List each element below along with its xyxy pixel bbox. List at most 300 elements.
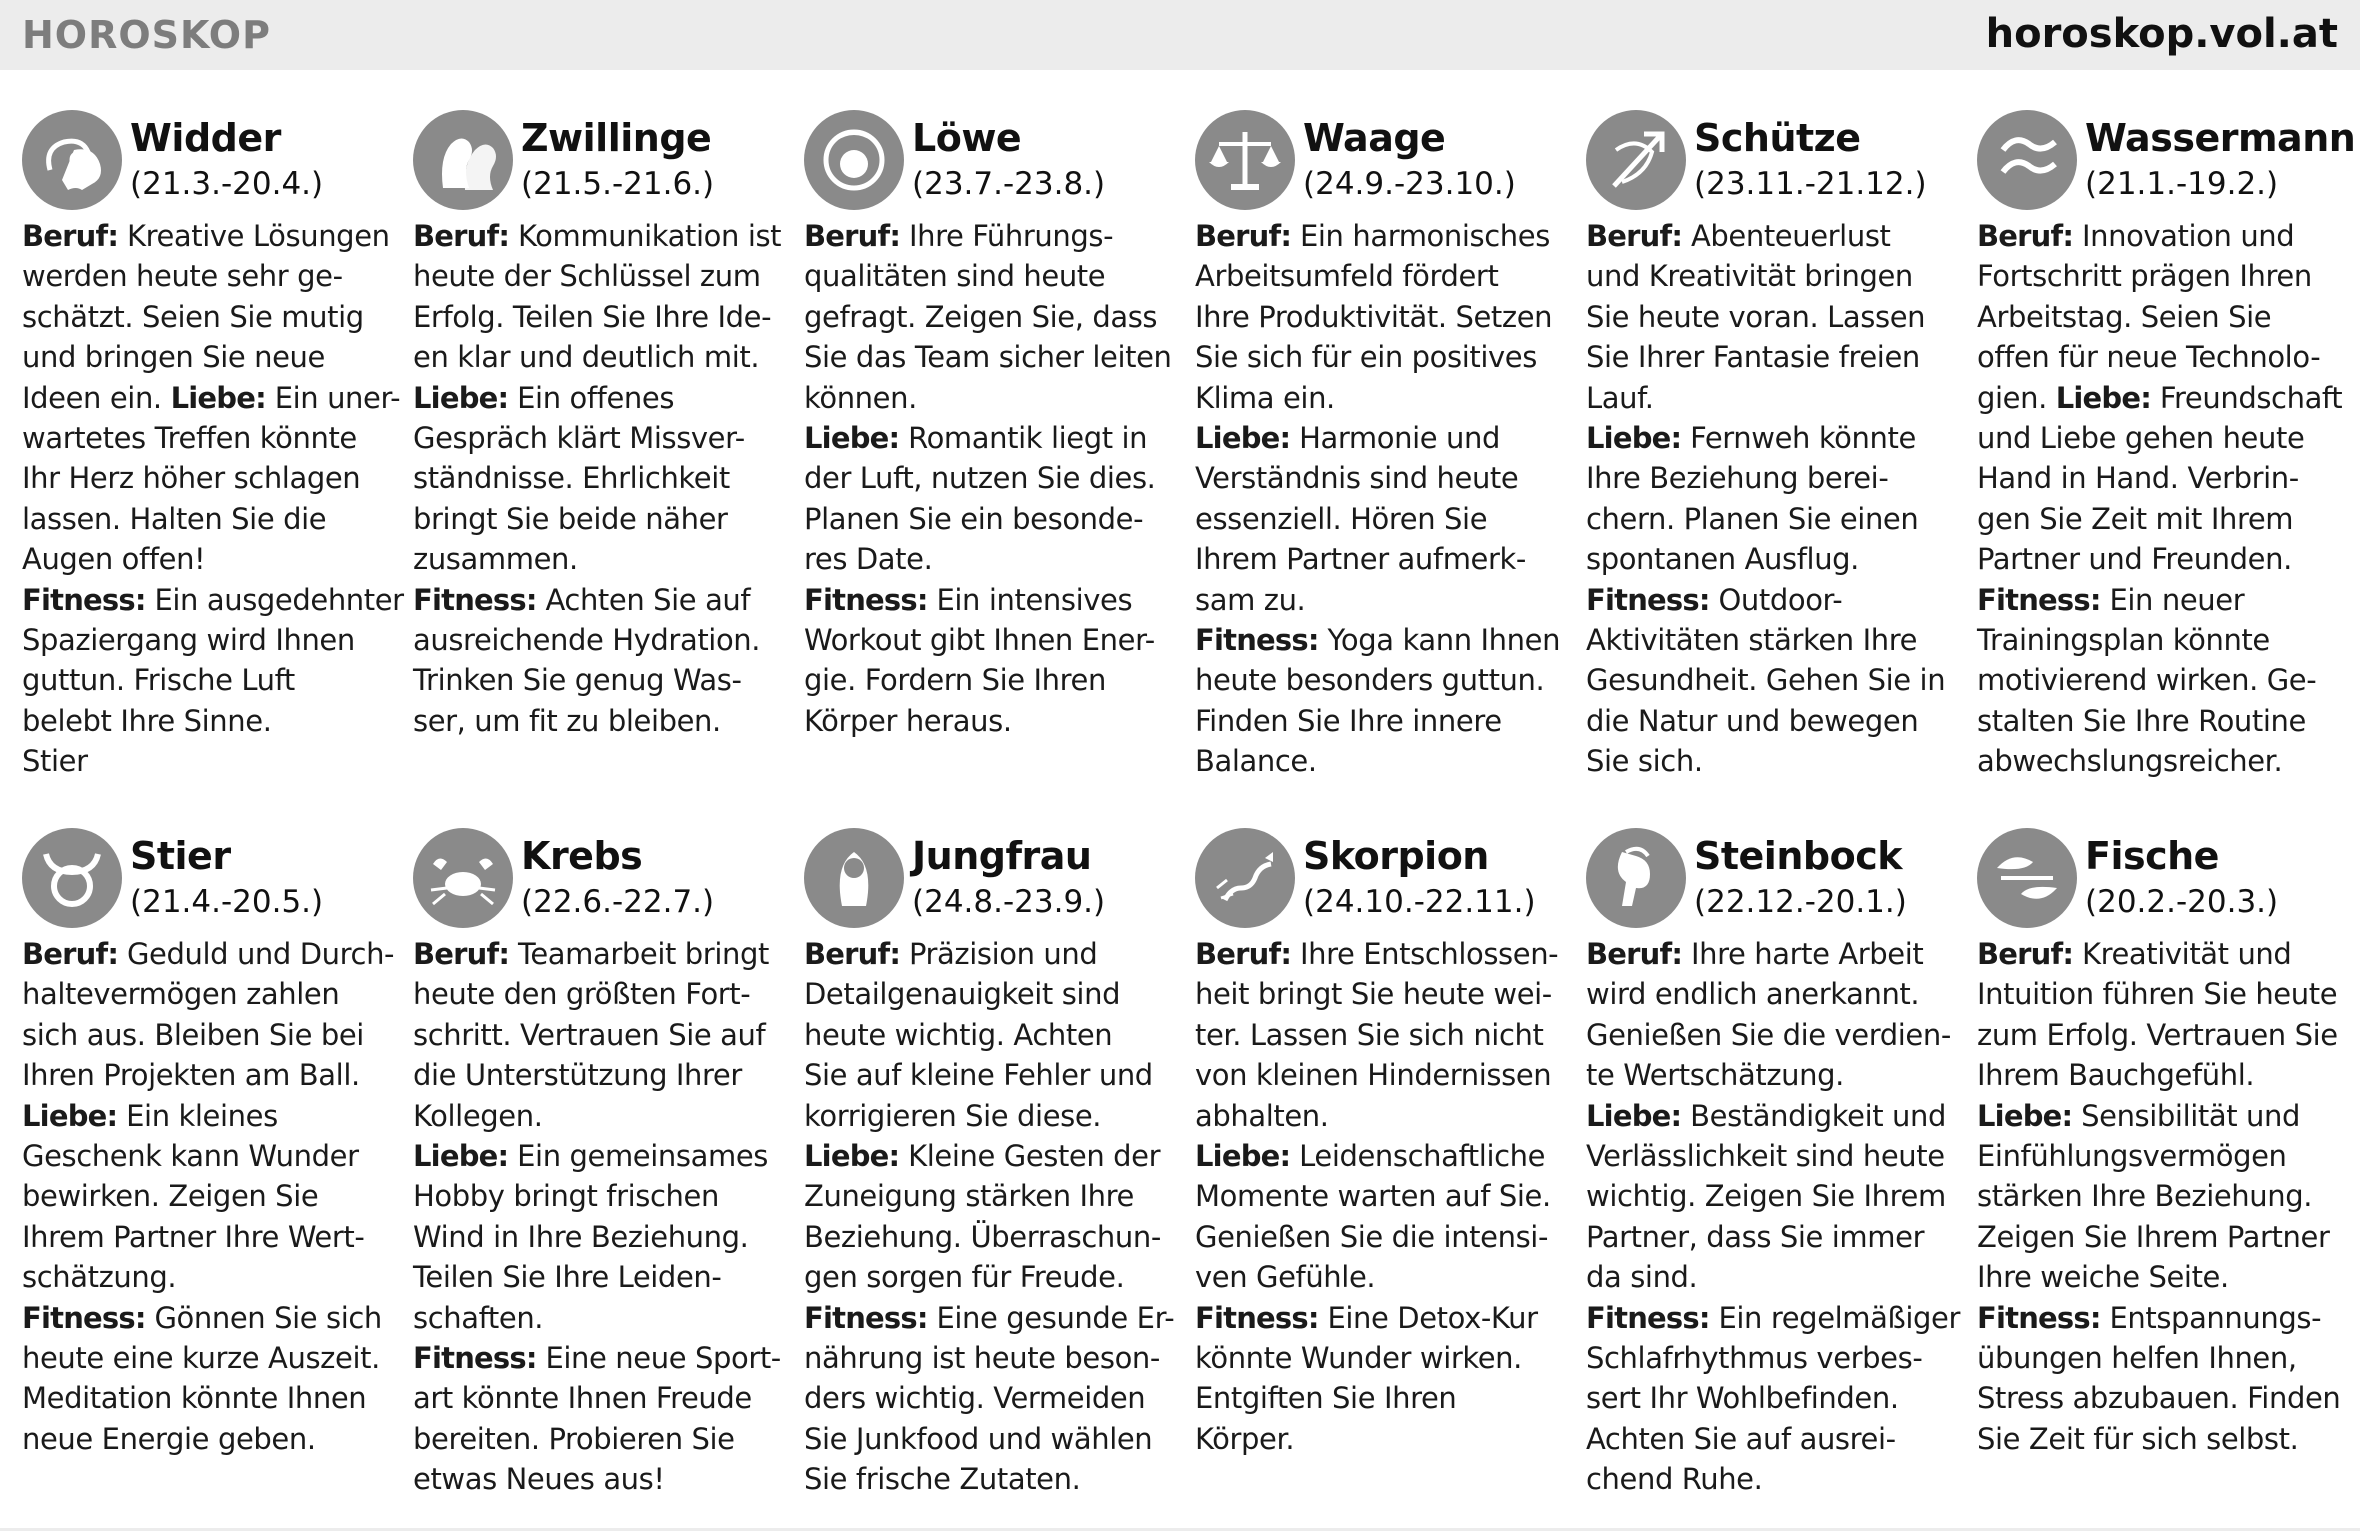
text-segment: Ihrem Bauchgefühl. (1977, 1058, 2255, 1093)
text-segment: Zeigen Sie Ihrem Partner (1977, 1219, 2330, 1254)
text-line (1586, 1136, 1962, 1176)
text-line (1977, 1298, 2353, 1338)
text-line (804, 337, 1180, 377)
text-line (1195, 1015, 1571, 1055)
text-segment: Fernweh könnte (1681, 421, 1916, 456)
text-segment: Körper. (1195, 1421, 1295, 1456)
text-segment: heute besonders guttun. (1195, 663, 1545, 698)
text-line (804, 580, 1180, 620)
text-segment: chern. Planen Sie einen (1586, 501, 1919, 536)
text-segment: Spaziergang wird Ihnen (22, 623, 355, 658)
text-segment: Augen offen! (22, 542, 206, 577)
text-line (413, 1459, 789, 1499)
text-segment: wird endlich anerkannt. (1586, 977, 1920, 1012)
text-line (1195, 1176, 1571, 1216)
category-label: Liebe: (413, 1139, 509, 1174)
text-line (22, 378, 401, 418)
text-line (1977, 1055, 2353, 1095)
text-segment: neue Energie geben. (22, 1421, 316, 1456)
text-segment: Beziehung. Überraschun- (804, 1219, 1161, 1254)
sign-horoscope-text (1586, 934, 1962, 1500)
text-line (804, 1217, 1180, 1257)
text-line (22, 1257, 398, 1297)
site-url[interactable]: horoskop.vol.at (1985, 11, 2338, 57)
text-segment: Fortschritt prägen Ihren (1977, 259, 2312, 294)
text-line (413, 974, 789, 1014)
sign-dates: (24.9.-23.10.) (1303, 166, 1516, 202)
category-label: Liebe: (413, 380, 509, 415)
text-line (22, 499, 398, 539)
text-segment: gen Sie Zeit mit Ihrem (1977, 501, 2294, 536)
text-line (413, 1257, 789, 1297)
text-line (413, 1096, 789, 1136)
text-segment: von kleinen Hindernissen (1195, 1058, 1552, 1093)
text-segment: Planen Sie ein besonde- (804, 501, 1144, 536)
text-segment: zusammen. (413, 542, 578, 577)
virgo-maiden-icon (804, 828, 904, 928)
sign-name: Fische (2085, 834, 2219, 878)
text-line (413, 1136, 789, 1176)
text-segment: Entspannungs- (2100, 1300, 2322, 1335)
text-line (1195, 741, 1571, 781)
text-line (22, 934, 398, 974)
text-line (804, 660, 1180, 700)
text-segment: Freundschaft (2151, 380, 2343, 415)
category-label: Liebe: (804, 421, 900, 456)
text-segment: Wind in Ihre Beziehung. (413, 1219, 749, 1254)
text-segment: stalten Sie Ihre Routine (1977, 703, 2306, 738)
text-line (22, 1176, 398, 1216)
text-segment: te Wertschätzung. (1586, 1058, 1844, 1093)
text-segment: Kleine Gesten der (899, 1139, 1161, 1174)
text-segment: heute eine kurze Auszeit. (22, 1341, 380, 1376)
category-label: Beruf: (1586, 937, 1683, 971)
text-segment: werden heute sehr ge- (22, 259, 343, 294)
text-line (1586, 1015, 1962, 1055)
text-line (1586, 297, 1962, 337)
category-label: Beruf: (413, 937, 510, 971)
text-line (22, 741, 398, 781)
text-segment: Hobby bringt frischen (413, 1179, 719, 1214)
text-line (413, 378, 789, 418)
text-segment: heute den größten Fort- (413, 977, 751, 1012)
text-segment: Stier (22, 744, 88, 779)
sign-dates: (23.7.-23.8.) (912, 166, 1106, 202)
text-segment: Aktivitäten stärken Ihre (1586, 623, 1918, 658)
text-line (1586, 580, 1962, 620)
text-line (1977, 934, 2353, 974)
text-line (1586, 1378, 1962, 1418)
text-line (1195, 1298, 1571, 1338)
text-line (1195, 1338, 1571, 1378)
sign-horoscope-text (1977, 216, 2353, 782)
text-line (804, 620, 1180, 660)
text-segment: essenziell. Hören Sie (1195, 501, 1488, 536)
text-line (1586, 378, 1962, 418)
text-segment: Sie das Team sicher leiten (804, 340, 1172, 375)
text-segment: ter. Lassen Sie sich nicht (1195, 1017, 1544, 1052)
text-line (1977, 297, 2353, 337)
text-segment: Einfühlungsvermögen (1977, 1139, 2287, 1174)
sign-horoscope-text (1977, 934, 2353, 1459)
text-segment: Ein ausgedehnter (145, 582, 404, 617)
text-segment: wartetes Treffen könnte (22, 421, 357, 456)
text-line (22, 1378, 398, 1418)
text-segment: Ihre Beziehung berei- (1586, 461, 1889, 496)
text-segment: Ein uner- (265, 380, 401, 415)
text-segment: heute wichtig. Achten (804, 1017, 1113, 1052)
text-line (1977, 337, 2353, 377)
category-label: Fitness: (1195, 623, 1319, 658)
category-label: Fitness: (1195, 1300, 1319, 1335)
text-line (1195, 934, 1571, 974)
text-line (804, 1419, 1180, 1459)
sign-horoscope-text (1195, 934, 1571, 1459)
text-segment: Leidenschaftliche (1290, 1139, 1546, 1174)
text-line (22, 974, 398, 1014)
text-segment: Intuition führen Sie heute (1977, 977, 2338, 1012)
category-label: Fitness: (1586, 1300, 1710, 1335)
text-line (413, 1015, 789, 1055)
text-segment: schritt. Vertrauen Sie auf (413, 1017, 766, 1052)
text-line (804, 297, 1180, 337)
capricorn-goat-icon (1586, 828, 1686, 928)
text-line (22, 458, 398, 498)
text-segment: lassen. Halten Sie die (22, 501, 327, 536)
text-segment: und bringen Sie neue (22, 340, 325, 375)
text-line (22, 297, 398, 337)
text-segment: Momente warten auf Sie. (1195, 1179, 1551, 1214)
text-line (1586, 256, 1962, 296)
text-line (1977, 974, 2353, 1014)
text-segment: Meditation könnte Ihnen (22, 1381, 367, 1416)
text-segment: Eine neue Sport- (536, 1341, 781, 1376)
text-line (1195, 378, 1571, 418)
text-line (804, 1257, 1180, 1297)
text-line (413, 216, 789, 256)
text-segment: etwas Neues aus! (413, 1462, 665, 1497)
text-line (22, 1136, 398, 1176)
text-segment: Ein harmonisches (1291, 219, 1550, 253)
text-line (1586, 974, 1962, 1014)
text-segment: Genießen Sie die intensi- (1195, 1219, 1549, 1254)
text-line (1586, 660, 1962, 700)
text-line (1586, 1257, 1962, 1297)
text-line (1586, 418, 1962, 458)
text-line (413, 620, 789, 660)
text-line (22, 1055, 398, 1095)
sign-horoscope-text (22, 216, 404, 782)
text-line (1977, 418, 2353, 458)
text-line (1586, 1459, 1962, 1499)
text-segment: Ihre weiche Seite. (1977, 1260, 2229, 1295)
text-segment: ven Gefühle. (1195, 1260, 1376, 1295)
text-segment: gie. Fordern Sie Ihren (804, 663, 1106, 698)
scorpio-scorpion-icon (1195, 828, 1295, 928)
text-segment: Achten Sie auf (536, 582, 751, 617)
category-label: Beruf: (413, 219, 510, 253)
text-segment: sam zu. (1195, 582, 1306, 617)
text-segment: Ein neuer (2100, 582, 2245, 617)
text-segment: en klar und deutlich mit. (413, 340, 760, 375)
sign-name: Krebs (521, 834, 643, 878)
text-line (1195, 1257, 1571, 1297)
text-segment: Detailgenauigkeit sind (804, 977, 1121, 1012)
text-line (1195, 337, 1571, 377)
text-line (804, 1055, 1180, 1095)
text-line (1195, 974, 1571, 1014)
text-segment: Zuneigung stärken Ihre (804, 1179, 1134, 1214)
sign-horoscope-text (804, 216, 1180, 741)
cancer-crab-icon (413, 828, 513, 928)
text-segment: wichtig. Zeigen Sie Ihrem (1586, 1179, 1946, 1214)
text-line (1977, 660, 2353, 700)
text-line (22, 660, 398, 700)
libra-scales-icon (1195, 110, 1295, 210)
text-segment: der Luft, nutzen Sie dies. (804, 461, 1156, 496)
aquarius-water-bearer-icon (1977, 110, 2077, 210)
sagittarius-archer-icon (1586, 110, 1686, 210)
text-segment: abhalten. (1195, 1098, 1329, 1133)
text-segment: und Liebe gehen heute (1977, 421, 2305, 456)
category-label: Beruf: (1195, 937, 1292, 971)
sign-name: Wassermann (2085, 116, 2356, 160)
text-line (22, 418, 398, 458)
text-line (804, 216, 1180, 256)
text-line (1586, 1217, 1962, 1257)
text-line (1195, 216, 1571, 256)
text-line (413, 701, 789, 741)
text-line (1586, 216, 1962, 256)
text-line (804, 701, 1180, 741)
text-line (1586, 499, 1962, 539)
text-line (22, 539, 398, 579)
category-label: Fitness: (1586, 582, 1710, 617)
text-segment: Ihre Produktivität. Setzen (1195, 299, 1553, 334)
text-line (1977, 539, 2353, 579)
text-line (1586, 337, 1962, 377)
section-title: HOROSKOP (22, 13, 271, 57)
sign-dates: (21.1.-19.2.) (2085, 166, 2279, 202)
text-line (804, 458, 1180, 498)
text-line (1977, 1378, 2353, 1418)
text-line (1586, 1096, 1962, 1136)
text-segment: bringt Sie beide näher (413, 501, 728, 536)
text-line (804, 1338, 1180, 1378)
text-line (1195, 418, 1571, 458)
text-line (804, 1378, 1180, 1418)
text-line (1586, 1055, 1962, 1095)
text-segment: Kreativität und (2073, 937, 2292, 971)
text-segment: Gönnen Sie sich (145, 1300, 382, 1335)
text-line (1586, 1338, 1962, 1378)
text-line (413, 297, 789, 337)
text-segment: Workout gibt Ihnen Ener- (804, 623, 1155, 658)
text-segment: Partner und Freunden. (1977, 542, 2292, 577)
text-line (22, 337, 398, 377)
text-line (413, 660, 789, 700)
text-line (1977, 256, 2353, 296)
text-segment: Erfolg. Teilen Sie Ihre Ide- (413, 299, 772, 334)
text-line (804, 256, 1180, 296)
text-segment: offen für neue Technolo- (1977, 340, 2321, 375)
category-label: Fitness: (1977, 582, 2101, 617)
text-segment: heute der Schlüssel zum (413, 259, 761, 294)
text-segment: gen sorgen für Freude. (804, 1260, 1125, 1295)
text-segment: Ihr Herz höher schlagen (22, 461, 361, 496)
pisces-fish-icon (1977, 828, 2077, 928)
text-line (22, 1419, 398, 1459)
sign-horoscope-text (413, 934, 789, 1500)
text-segment: Sie sich für ein positives (1195, 340, 1537, 375)
text-segment: Präzision und (900, 937, 1098, 971)
text-segment: Ein gemeinsames (508, 1139, 768, 1174)
text-line (1586, 1419, 1962, 1459)
text-line (1977, 378, 2353, 418)
text-segment: gien. (1977, 380, 2056, 415)
text-line (22, 620, 398, 660)
text-segment: Eine gesunde Er- (927, 1300, 1175, 1335)
category-label: Liebe: (804, 1139, 900, 1174)
text-line (1195, 620, 1571, 660)
text-segment: schätzt. Seien Sie mutig (22, 299, 364, 334)
text-segment: Beständigkeit und (1681, 1098, 1946, 1133)
text-line (1977, 1015, 2353, 1055)
text-segment: Sie heute voran. Lassen (1586, 299, 1926, 334)
text-line (413, 458, 789, 498)
text-line (22, 580, 404, 620)
text-line (413, 580, 789, 620)
text-segment: sert Ihr Wohlbefinden. (1586, 1381, 1899, 1416)
text-line (804, 378, 1180, 418)
category-label: Beruf: (1195, 219, 1292, 253)
sign-dates: (23.11.-21.12.) (1694, 166, 1927, 202)
text-segment: qualitäten sind heute (804, 259, 1106, 294)
text-line (1195, 1378, 1571, 1418)
text-line (413, 1217, 789, 1257)
category-label: Liebe: (1977, 1098, 2073, 1133)
taurus-bull-icon (22, 828, 122, 928)
category-label: Beruf: (22, 219, 119, 253)
category-label: Fitness: (804, 582, 928, 617)
text-line (413, 499, 789, 539)
text-line (1977, 458, 2353, 498)
text-segment: Kollegen. (413, 1098, 543, 1133)
text-line (22, 1217, 398, 1257)
text-segment: spontanen Ausflug. (1586, 542, 1860, 577)
text-line (413, 539, 789, 579)
text-segment: Stress abzubauen. Finden (1977, 1381, 2341, 1416)
text-line (804, 539, 1180, 579)
text-segment: können. (804, 380, 917, 415)
text-line (1586, 1298, 1962, 1338)
text-segment: stärken Ihre Beziehung. (1977, 1179, 2313, 1214)
sign-horoscope-text (1586, 216, 1962, 782)
text-segment: haltevermögen zahlen (22, 977, 340, 1012)
sign-name: Zwillinge (521, 116, 712, 160)
sign-dates: (21.4.-20.5.) (130, 884, 324, 920)
sign-dates: (24.10.-22.11.) (1303, 884, 1536, 920)
text-segment: Verlässlichkeit sind heute (1586, 1139, 1945, 1174)
text-segment: ständnisse. Ehrlichkeit (413, 461, 730, 496)
text-line (1586, 1176, 1962, 1216)
text-line (804, 1096, 1180, 1136)
text-segment: Kreative Lösungen (118, 219, 390, 253)
text-line (804, 1176, 1180, 1216)
sign-name: Widder (130, 116, 281, 160)
text-segment: Innovation und (2073, 219, 2295, 253)
header-bar (0, 0, 2360, 70)
text-line (1586, 741, 1962, 781)
text-line (413, 1419, 789, 1459)
text-line (1977, 1257, 2353, 1297)
text-line (413, 1378, 789, 1418)
text-line (1977, 741, 2353, 781)
text-segment: Arbeitsumfeld fördert (1195, 259, 1499, 294)
text-segment: Sie sich. (1586, 744, 1703, 779)
text-segment: Hand in Hand. Verbrin- (1977, 461, 2299, 496)
text-segment: bewirken. Zeigen Sie (22, 1179, 319, 1214)
text-segment: Sensibilität und (2072, 1098, 2301, 1133)
sign-horoscope-text (1195, 216, 1571, 782)
text-line (1977, 580, 2353, 620)
text-line (1977, 701, 2353, 741)
text-line (22, 1338, 398, 1378)
text-line (1586, 458, 1962, 498)
category-label: Beruf: (804, 937, 901, 971)
text-line (413, 1176, 789, 1216)
category-label: Liebe: (1586, 421, 1682, 456)
text-line (22, 1298, 398, 1338)
text-segment: Finden Sie Ihre innere (1195, 703, 1502, 738)
sign-dates: (21.3.-20.4.) (130, 166, 324, 202)
text-segment: Outdoor- (1709, 582, 1843, 617)
text-segment: Ihre harte Arbeit (1682, 937, 1924, 971)
text-segment: belebt Ihre Sinne. (22, 703, 272, 738)
text-segment: Ihre Führungs- (900, 219, 1114, 253)
text-line (22, 1015, 398, 1055)
text-segment: Ein intensives (927, 582, 1133, 617)
text-line (1195, 256, 1571, 296)
text-segment: Sie Ihrer Fantasie freien (1586, 340, 1920, 375)
text-line (22, 256, 398, 296)
sign-dates: (22.12.-20.1.) (1694, 884, 1907, 920)
text-line (1195, 458, 1571, 498)
text-segment: ausreichende Hydration. (413, 623, 761, 658)
text-segment: Ideen ein. (22, 380, 171, 415)
text-segment: die Unterstützung Ihrer (413, 1058, 742, 1093)
sign-horoscope-text (413, 216, 789, 741)
text-segment: Genießen Sie die verdien- (1586, 1017, 1951, 1052)
text-segment: Geschenk kann Wunder (22, 1139, 359, 1174)
text-segment: zum Erfolg. Vertrauen Sie (1977, 1017, 2338, 1052)
text-line (804, 1298, 1180, 1338)
text-line (413, 934, 789, 974)
text-line (1977, 620, 2353, 660)
text-line (804, 974, 1180, 1014)
sign-name: Löwe (912, 116, 1022, 160)
text-line (804, 499, 1180, 539)
text-segment: res Date. (804, 542, 933, 577)
text-line (804, 1459, 1180, 1499)
category-label: Beruf: (22, 937, 119, 971)
text-segment: motivierend wirken. Ge- (1977, 663, 2317, 698)
text-segment: heit bringt Sie heute wei- (1195, 977, 1552, 1012)
text-line (1195, 539, 1571, 579)
text-segment: die Natur und bewegen (1586, 703, 1919, 738)
category-label: Fitness: (22, 1300, 146, 1335)
text-line (1195, 499, 1571, 539)
